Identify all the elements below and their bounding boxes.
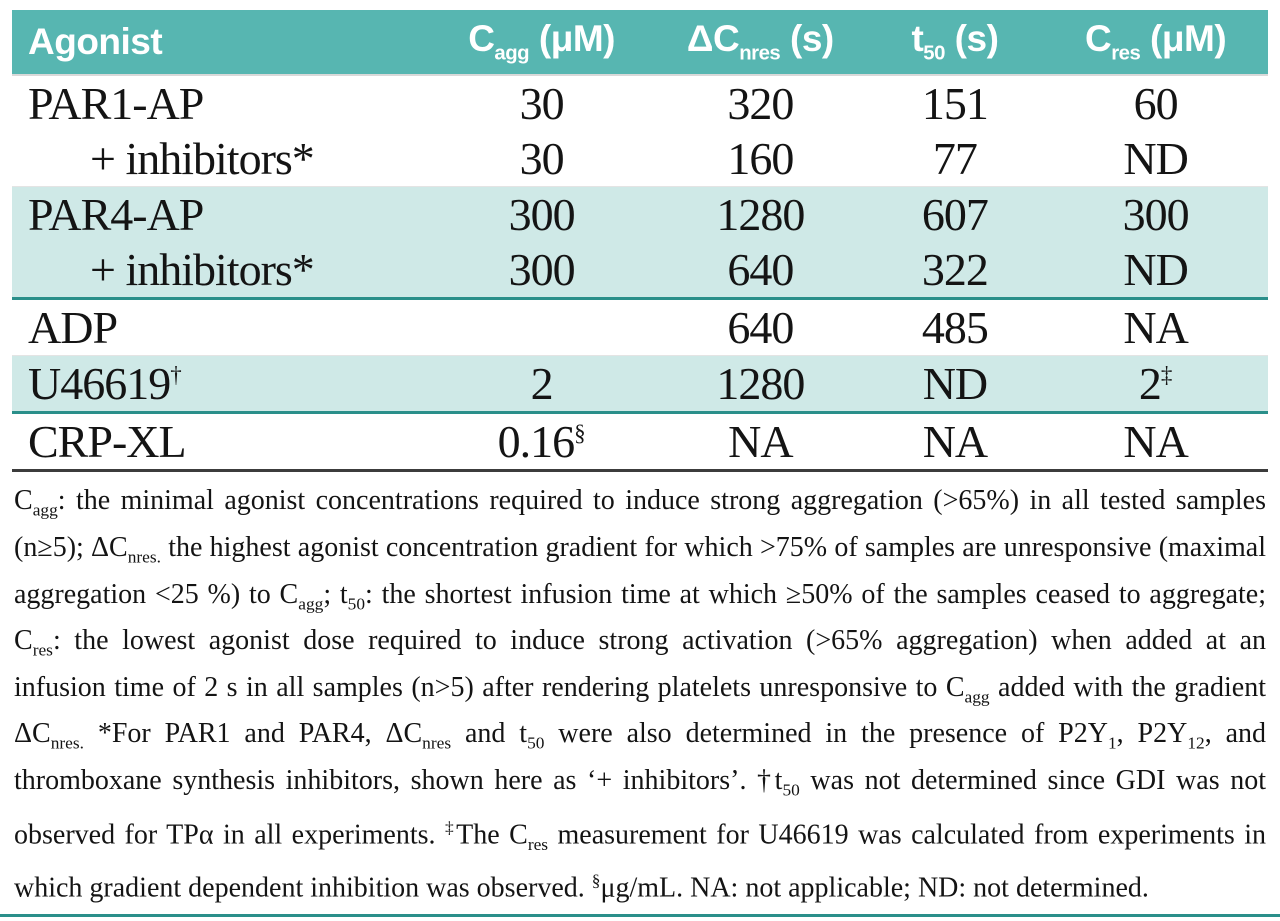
text-segment: 1280: [716, 188, 805, 240]
table-body: [12, 75, 1268, 471]
text-segment: C: [14, 485, 33, 517]
text-segment: nres: [739, 42, 781, 65]
agonist-cell-u46619: [12, 356, 429, 413]
text-segment: 50: [782, 780, 800, 800]
value-cell-par4-ap-t50: [867, 187, 1044, 243]
text-segment: 300: [508, 188, 575, 240]
value-cell-par4-ap-dcnres: [654, 187, 867, 243]
text-segment: PAR1-AP: [28, 77, 204, 129]
text-segment: , and thromboxane synthesis inhibitors, shown here as ‘+ inhibitors’. †t: [14, 718, 1266, 796]
text-segment: C: [468, 18, 495, 59]
table-row-par1-ap: [12, 75, 1268, 131]
value-cell-u46619-cagg: [429, 356, 654, 413]
text-segment: 0.16: [497, 415, 575, 467]
column-header-dcnres: [654, 10, 867, 75]
text-segment: 50: [527, 733, 545, 753]
text-segment: The C: [456, 818, 528, 850]
text-segment: μg/mL. NA: not applicable; ND: not determined.: [600, 872, 1149, 904]
value-cell-par4-ap-cagg: [429, 187, 654, 243]
text-segment: 1: [1107, 733, 1117, 753]
text-segment: was not determined since GDI was not observed for TPα in all experiments.: [14, 764, 1266, 850]
text-segment: measurement for U46619 was calculated from experiments in which gradient dependent inhibition was observed.: [14, 818, 1266, 904]
text-segment: 322: [921, 243, 988, 295]
value-cell-par1-inhibitors-cres: [1043, 131, 1268, 187]
text-segment: 60: [1133, 77, 1178, 129]
value-cell-par4-inhibitors-t50: [867, 242, 1044, 299]
table-row-par1-inhibitors: [12, 131, 1268, 187]
table-header: [12, 10, 1268, 75]
table-row-u46619: [12, 356, 1268, 413]
text-segment: (s): [780, 18, 834, 59]
column-header-agonist: [12, 10, 429, 75]
text-segment: and t: [451, 718, 528, 750]
text-segment: the highest agonist concentration gradient for which >75% of samples are unresponsive (maximal aggregation <25 %) to C: [14, 531, 1266, 610]
table-row-par4-inhibitors: [12, 242, 1268, 299]
text-segment: 50: [923, 42, 945, 65]
text-segment: were also determined in the presence of P2Y: [544, 718, 1108, 750]
text-segment: , P2Y: [1116, 718, 1188, 750]
text-segment: 160: [727, 132, 794, 184]
value-cell-u46619-t50: [867, 356, 1044, 413]
agonist-cell-par4-ap: [12, 187, 429, 243]
text-segment: †: [170, 362, 182, 388]
text-segment: ‡: [444, 817, 457, 837]
text-segment: §: [591, 871, 601, 891]
column-header-cres: [1043, 10, 1268, 75]
agonist-cell-par4-inhibitors: [12, 242, 429, 299]
text-segment: 30: [519, 132, 564, 184]
value-cell-u46619-dcnres: [654, 356, 867, 413]
text-segment: + inhibitors*: [90, 243, 314, 295]
text-segment: §: [574, 420, 586, 446]
text-segment: t: [911, 18, 924, 59]
text-segment: NA: [1123, 415, 1188, 467]
text-segment: added with the gradient ΔC: [14, 671, 1266, 750]
text-segment: U46619: [28, 357, 171, 409]
text-segment: res: [1111, 42, 1141, 65]
value-cell-par1-inhibitors-dcnres: [654, 131, 867, 187]
text-segment: Agonist: [28, 20, 163, 62]
text-segment: + inhibitors*: [90, 132, 314, 184]
text-segment: 300: [508, 243, 575, 295]
value-cell-par1-ap-cres: [1043, 75, 1268, 131]
bottom-rule: [0, 914, 1280, 917]
text-segment: ΔC: [686, 18, 740, 59]
text-segment: 50: [347, 594, 366, 614]
text-segment: NA: [728, 415, 793, 467]
text-segment: 640: [727, 243, 794, 295]
value-cell-crp-xl-t50: [867, 413, 1044, 471]
text-segment: CRP-XL: [28, 415, 186, 467]
text-segment: agg: [298, 594, 324, 614]
value-cell-par1-ap-cagg: [429, 75, 654, 131]
footnote: [14, 482, 1266, 906]
text-segment: ; t: [323, 578, 348, 610]
text-segment: ND: [1123, 243, 1188, 295]
text-segment: (μM): [529, 18, 615, 59]
value-cell-u46619-cres: [1043, 356, 1268, 413]
text-segment: 300: [1122, 188, 1189, 240]
text-segment: 640: [727, 301, 794, 353]
text-segment: 320: [727, 77, 794, 129]
value-cell-adp-dcnres: [654, 299, 867, 356]
text-segment: *For PAR1 and PAR4, ΔC: [83, 718, 423, 750]
value-cell-crp-xl-cres: [1043, 413, 1268, 471]
value-cell-crp-xl-cagg: [429, 413, 654, 471]
value-cell-par4-inhibitors-cres: [1043, 242, 1268, 299]
column-header-cagg: [429, 10, 654, 75]
text-segment: 30: [519, 77, 564, 129]
agonist-table: [12, 10, 1268, 472]
text-segment: 12: [1187, 733, 1205, 753]
value-cell-adp-t50: [867, 299, 1044, 356]
text-segment: 1280: [716, 357, 805, 409]
value-cell-par1-inhibitors-t50: [867, 131, 1044, 187]
text-segment: : the shortest infusion time at which ≥50% of the samples ceased to aggregate; C: [14, 578, 1267, 657]
text-segment: nres.: [127, 547, 161, 567]
agonist-cell-par1-inhibitors: [12, 131, 429, 187]
text-segment: ND: [1123, 132, 1188, 184]
value-cell-par4-inhibitors-dcnres: [654, 242, 867, 299]
value-cell-par1-ap-t50: [867, 75, 1044, 131]
text-segment: 151: [921, 77, 988, 129]
text-segment: agg: [494, 42, 530, 65]
text-segment: PAR4-AP: [28, 188, 204, 240]
value-cell-adp-cagg: [429, 299, 654, 356]
text-segment: 485: [921, 301, 988, 353]
table-row-crp-xl: [12, 413, 1268, 471]
value-cell-crp-xl-dcnres: [654, 413, 867, 471]
text-segment: NA: [1123, 301, 1188, 353]
text-segment: res: [527, 834, 549, 854]
table-row-par4-ap: [12, 187, 1268, 243]
text-segment: 607: [921, 188, 988, 240]
value-cell-adp-cres: [1043, 299, 1268, 356]
text-segment: NA: [922, 415, 988, 467]
text-segment: ND: [922, 357, 988, 409]
text-segment: (μM): [1140, 18, 1227, 59]
text-segment: nres: [422, 733, 452, 753]
agonist-cell-adp: [12, 299, 429, 356]
text-segment: : the lowest agonist dose required to induce strong activation (>65% aggregation) when added at an infusion time of 2 s in all samples (n>5) after rendering platelets unresponsive to C: [14, 625, 1266, 703]
text-segment: ADP: [28, 301, 118, 353]
agonist-cell-crp-xl: [12, 413, 429, 471]
text-segment: agg: [32, 500, 58, 520]
text-segment: agg: [964, 687, 990, 707]
text-segment: (s): [944, 18, 999, 59]
agonist-cell-par1-ap: [12, 75, 429, 131]
value-cell-par4-ap-cres: [1043, 187, 1268, 243]
value-cell-par4-inhibitors-cagg: [429, 242, 654, 299]
text-segment: nres.: [50, 733, 84, 753]
text-segment: 77: [932, 132, 977, 184]
text-segment: 2: [530, 357, 553, 409]
text-segment: 2: [1138, 357, 1161, 409]
text-segment: : the minimal agonist concentrations required to induce strong aggregation (>65%) in all tested samples (n≥5); ΔC: [14, 485, 1266, 563]
text-segment: ‡: [1160, 362, 1173, 388]
table-row-adp: [12, 299, 1268, 356]
column-header-t50: [867, 10, 1044, 75]
text-segment: C: [1085, 18, 1112, 59]
header-row: [12, 10, 1268, 75]
text-segment: res: [32, 640, 53, 660]
value-cell-par1-inhibitors-cagg: [429, 131, 654, 187]
value-cell-par1-ap-dcnres: [654, 75, 867, 131]
